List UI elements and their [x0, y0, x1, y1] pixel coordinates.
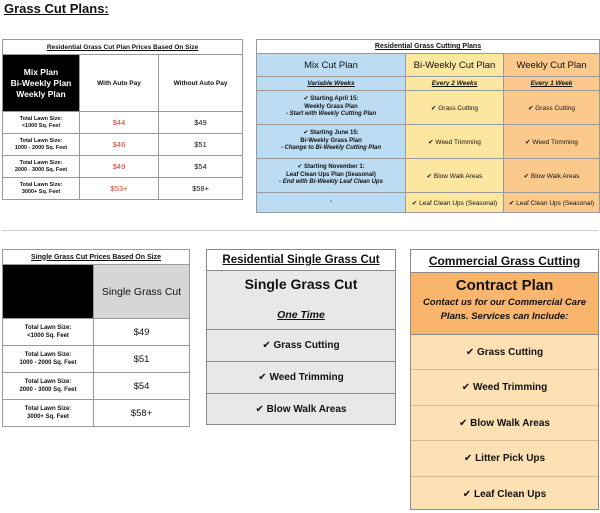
table-row	[3, 373, 190, 400]
service-item: ✔ Leaf Clean Ups	[462, 488, 547, 500]
no-auto-pay-price: $49	[159, 112, 243, 134]
col-header-no-auto-pay: Without Auto Pay	[159, 55, 243, 112]
commercial-grass-cutting-panel	[410, 249, 599, 510]
auto-pay-price: $44	[80, 112, 159, 134]
service-item: ✔ Grass Cutting	[207, 329, 395, 361]
size-label: Total Lawn Size: 3000+ Sq. Feet	[3, 400, 94, 427]
residential-price-table	[2, 39, 243, 200]
auto-pay-price: $46	[80, 134, 159, 156]
panel-title: Commercial Grass Cutting	[411, 250, 598, 273]
weekly-frequency: Every 1 Week	[504, 77, 600, 91]
blank-header-cell	[3, 265, 94, 319]
cutting-plans-table	[256, 39, 600, 213]
service-cell: ✔ Grass Cutting	[504, 91, 600, 125]
service-cell: ✔ Grass Cutting	[406, 91, 504, 125]
table-row	[3, 112, 243, 134]
plan-name: Mix Plan	[23, 66, 59, 77]
plan-name: Bi-Weekly Plan	[10, 77, 72, 88]
mix-schedule-cell: ✔ Starting November 1: Leaf Clean Ups Plan (Seasonal) - End with Bi-Weekly Leaf Clean Ups	[257, 159, 406, 193]
no-auto-pay-price: $58+	[159, 178, 243, 200]
single-grass-cut-header: Single Grass Cut	[94, 265, 190, 319]
service-cell: ✔ Leaf Clean Ups (Seasonal)	[406, 193, 504, 213]
single-cut-price-table	[2, 249, 190, 427]
plan-description: Contact us for our Commercial Care Plans. Services can Include:	[422, 297, 587, 322]
service-cell: ✔ Weed Trimming	[406, 125, 504, 159]
panel-title: Residential Single Grass Cut	[207, 250, 395, 271]
single-grass-cut-panel	[206, 249, 396, 425]
bi-weekly-plan-header: Bi-Weekly Cut Plan	[406, 54, 504, 77]
table-row	[257, 125, 600, 159]
mix-schedule-cell: ✔ Starting April 15: Weekly Grass Plan - Start with Weekly Cutting Plan	[257, 91, 406, 125]
service-item: ✔ Grass Cutting	[411, 335, 598, 370]
service-item: ✔ Blow Walk Areas	[207, 393, 395, 425]
size-label: Total Lawn Size: 1000 - 2000 Sq. Feet	[3, 134, 80, 156]
mix-schedule-cell: -	[257, 193, 406, 213]
size-label: Total Lawn Size: <1000 Sq. Feet	[3, 112, 80, 134]
table-row	[257, 91, 600, 125]
price: $51	[94, 346, 190, 373]
table-row	[3, 346, 190, 373]
table-caption: Residential Grass Cut Plan Prices Based On Size	[3, 40, 243, 55]
size-label: Total Lawn Size: <1000 Sq. Feet	[3, 319, 94, 346]
service-cell: ✔ Weed Trimming	[504, 125, 600, 159]
contract-plan-header	[411, 273, 598, 335]
table-row	[3, 400, 190, 427]
mix-cut-plan-header: Mix Cut Plan	[257, 54, 406, 77]
price: $49	[94, 319, 190, 346]
size-label: Total Lawn Size: 2000 - 3000 Sq. Feet	[3, 156, 80, 178]
table-row	[3, 178, 243, 200]
service-item: ✔ Litter Pick Ups	[411, 441, 598, 476]
plan-name: Single Grass Cut	[244, 276, 358, 292]
mix-schedule-cell: ✔ Starting June 15: Bi-Weekly Grass Plan - Change to Bi-Weekly Cutting Plan	[257, 125, 406, 159]
auto-pay-price: $53+	[80, 178, 159, 200]
service-cell: ✔ Leaf Clean Ups (Seasonal)	[504, 193, 600, 213]
service-cell: ✔ Blow Walk Areas	[504, 159, 600, 193]
auto-pay-price: $49	[80, 156, 159, 178]
mix-frequency: Variable Weeks	[257, 77, 406, 91]
price: $54	[94, 373, 190, 400]
plan-name: Weekly Plan	[16, 88, 66, 99]
table-row	[257, 159, 600, 193]
table-row	[257, 193, 600, 213]
service-cell: ✔ Blow Walk Areas	[406, 159, 504, 193]
table-caption: Residential Grass Cutting Plans	[257, 40, 600, 54]
plan-frequency: One Time	[277, 309, 325, 321]
table-row	[3, 156, 243, 178]
no-auto-pay-price: $51	[159, 134, 243, 156]
col-header-auto-pay: With Auto Pay	[80, 55, 159, 112]
table-row	[3, 134, 243, 156]
price: $58+	[94, 400, 190, 427]
service-item: ✔ Weed Trimming	[207, 361, 395, 393]
table-row	[3, 319, 190, 346]
service-item: ✔ Blow Walk Areas	[411, 406, 598, 441]
section-divider	[2, 230, 598, 231]
table-caption: Single Grass Cut Prices Based On Size	[3, 250, 190, 265]
size-label: Total Lawn Size: 1000 - 2000 Sq. Feet	[3, 346, 94, 373]
plan-name: Contract Plan	[455, 277, 554, 294]
service-item: ✔ Weed Trimming	[411, 370, 598, 405]
no-auto-pay-price: $54	[159, 156, 243, 178]
page-title: Grass Cut Plans:	[4, 1, 109, 16]
plan-names-header	[3, 55, 80, 112]
bi-weekly-frequency: Every 2 Weeks	[406, 77, 504, 91]
size-label: Total Lawn Size: 2000 - 3000 Sq. Feet	[3, 373, 94, 400]
weekly-plan-header: Weekly Cut Plan	[504, 54, 600, 77]
size-label: Total Lawn Size: 3000+ Sq. Feet	[3, 178, 80, 200]
